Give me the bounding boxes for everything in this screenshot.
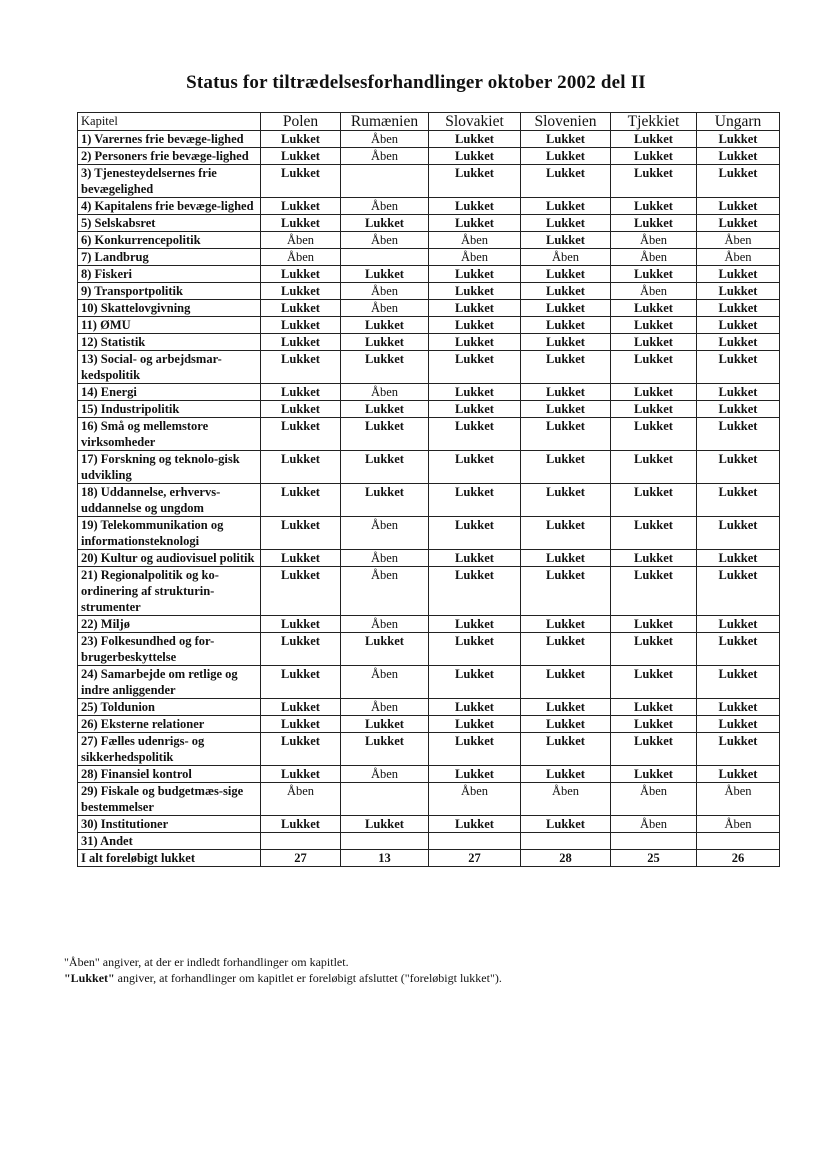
status-cell: Lukket (341, 401, 429, 418)
table-row (78, 567, 780, 616)
status-cell: Lukket (521, 148, 611, 165)
status-cell: Lukket (521, 816, 611, 833)
footnote-aaben (64, 954, 784, 970)
status-cell: Lukket (429, 401, 521, 418)
total-cell: 26 (697, 850, 780, 867)
status-cell: Lukket (261, 418, 341, 451)
table-row (78, 783, 780, 816)
status-cell: Lukket (521, 766, 611, 783)
table-row (78, 550, 780, 567)
status-cell: Åben (611, 783, 697, 816)
status-cell: Lukket (697, 317, 780, 334)
status-cell: Åben (341, 198, 429, 215)
status-cell: Lukket (429, 165, 521, 198)
kapitel-cell: 15) Industripolitik (78, 401, 261, 418)
status-cell (611, 833, 697, 850)
status-cell: Lukket (697, 384, 780, 401)
status-cell: Lukket (341, 334, 429, 351)
kapitel-cell: 19) Telekommunikation og informationsteknologi (78, 517, 261, 550)
status-cell: Lukket (261, 484, 341, 517)
status-cell: Lukket (611, 716, 697, 733)
kapitel-cell: 6) Konkurrencepolitik (78, 232, 261, 249)
status-cell: Lukket (261, 451, 341, 484)
column-header-slovenien: Slovenien (521, 113, 611, 131)
kapitel-cell: 3) Tjenesteydelsernes frie bevægelighed (78, 165, 261, 198)
status-cell: Lukket (611, 633, 697, 666)
kapitel-cell: 13) Social- og arbejdsmar-kedspolitik (78, 351, 261, 384)
status-cell: Lukket (697, 165, 780, 198)
status-cell: Lukket (261, 215, 341, 232)
status-cell: Lukket (697, 451, 780, 484)
status-cell: Lukket (697, 766, 780, 783)
status-cell: Lukket (611, 451, 697, 484)
kapitel-cell: 17) Forskning og teknolo-gisk udvikling (78, 451, 261, 484)
total-row (78, 850, 780, 867)
kapitel-cell: 27) Fælles udenrigs- og sikkerhedspolitik (78, 733, 261, 766)
kapitel-cell: 7) Landbrug (78, 249, 261, 266)
status-cell: Lukket (521, 401, 611, 418)
kapitel-cell: 22) Miljø (78, 616, 261, 633)
status-cell: Lukket (521, 317, 611, 334)
status-cell: Lukket (521, 418, 611, 451)
status-cell: Lukket (261, 733, 341, 766)
status-cell: Lukket (429, 334, 521, 351)
footnote-term: "Lukket" (64, 971, 115, 985)
status-cell: Lukket (341, 215, 429, 232)
status-cell: Åben (611, 816, 697, 833)
status-cell: Lukket (261, 766, 341, 783)
status-cell: Lukket (261, 517, 341, 550)
status-cell: Lukket (697, 567, 780, 616)
status-cell: Lukket (521, 283, 611, 300)
status-cell: Lukket (611, 384, 697, 401)
status-cell: Lukket (429, 550, 521, 567)
status-cell: Lukket (697, 633, 780, 666)
kapitel-cell: 18) Uddannelse, erhvervs-uddannelse og ungdom (78, 484, 261, 517)
kapitel-cell: 10) Skattelovgivning (78, 300, 261, 317)
kapitel-cell: 2) Personers frie bevæge-lighed (78, 148, 261, 165)
status-cell: Lukket (697, 334, 780, 351)
status-cell: Lukket (611, 733, 697, 766)
status-cell: Åben (261, 783, 341, 816)
status-cell (341, 249, 429, 266)
table-row (78, 633, 780, 666)
status-cell: Lukket (429, 666, 521, 699)
status-cell: Lukket (521, 616, 611, 633)
table-row (78, 131, 780, 148)
kapitel-cell: 9) Transportpolitik (78, 283, 261, 300)
table-row (78, 833, 780, 850)
status-cell: Lukket (521, 232, 611, 249)
status-cell: Lukket (429, 567, 521, 616)
status-cell (261, 833, 341, 850)
kapitel-cell: 26) Eksterne relationer (78, 716, 261, 733)
status-cell: Lukket (341, 484, 429, 517)
status-cell: Lukket (429, 351, 521, 384)
total-cell: 28 (521, 850, 611, 867)
status-cell: Åben (611, 232, 697, 249)
status-cell: Lukket (261, 334, 341, 351)
status-cell: Åben (341, 232, 429, 249)
status-cell: Lukket (611, 215, 697, 232)
status-cell: Lukket (697, 266, 780, 283)
table-row (78, 266, 780, 283)
status-cell: Lukket (521, 699, 611, 716)
table-row (78, 666, 780, 699)
table-row (78, 451, 780, 484)
status-cell: Lukket (429, 198, 521, 215)
status-cell: Åben (341, 148, 429, 165)
table-row (78, 232, 780, 249)
status-cell: Lukket (261, 699, 341, 716)
column-header-kapitel: Kapitel (78, 113, 261, 131)
status-cell: Åben (521, 249, 611, 266)
kapitel-cell: 29) Fiskale og budgetmæs-sige bestemmelser (78, 783, 261, 816)
status-cell: Lukket (521, 633, 611, 666)
status-cell: Lukket (697, 131, 780, 148)
status-cell: Lukket (429, 633, 521, 666)
status-cell: Åben (341, 550, 429, 567)
kapitel-cell: 28) Finansiel kontrol (78, 766, 261, 783)
status-cell: Lukket (341, 266, 429, 283)
table-row (78, 484, 780, 517)
status-cell: Lukket (341, 816, 429, 833)
status-cell: Lukket (611, 401, 697, 418)
table-row (78, 334, 780, 351)
status-cell: Åben (341, 616, 429, 633)
status-cell: Lukket (521, 666, 611, 699)
status-cell (341, 783, 429, 816)
kapitel-cell: 5) Selskabsret (78, 215, 261, 232)
status-cell: Lukket (697, 351, 780, 384)
status-cell: Åben (341, 300, 429, 317)
status-cell: Lukket (611, 148, 697, 165)
status-cell: Lukket (697, 148, 780, 165)
status-cell: Lukket (261, 351, 341, 384)
status-cell: Lukket (261, 283, 341, 300)
status-cell: Lukket (261, 131, 341, 148)
table-header-row (78, 113, 780, 131)
status-cell: Lukket (429, 451, 521, 484)
status-cell: Lukket (429, 517, 521, 550)
column-header-polen: Polen (261, 113, 341, 131)
status-cell: Lukket (521, 198, 611, 215)
status-cell: Lukket (341, 633, 429, 666)
status-cell: Lukket (261, 550, 341, 567)
total-label: I alt foreløbigt lukket (78, 850, 261, 867)
status-cell: Lukket (611, 616, 697, 633)
total-cell: 25 (611, 850, 697, 867)
status-cell: Åben (697, 232, 780, 249)
footnote-text: angiver, at der er indledt forhandlinger om kapitlet. (99, 955, 349, 969)
status-cell (341, 165, 429, 198)
status-cell (429, 833, 521, 850)
kapitel-cell: 14) Energi (78, 384, 261, 401)
status-cell: Lukket (341, 317, 429, 334)
table-row (78, 249, 780, 266)
table-row (78, 198, 780, 215)
status-cell: Lukket (611, 317, 697, 334)
status-cell: Åben (429, 783, 521, 816)
kapitel-cell: 25) Toldunion (78, 699, 261, 716)
table-row (78, 733, 780, 766)
status-cell: Lukket (261, 165, 341, 198)
status-cell: Lukket (697, 283, 780, 300)
status-cell: Lukket (341, 716, 429, 733)
status-cell: Lukket (261, 567, 341, 616)
table-row (78, 699, 780, 716)
status-cell: Lukket (521, 733, 611, 766)
status-cell: Åben (697, 249, 780, 266)
status-cell: Lukket (697, 517, 780, 550)
status-cell: Åben (429, 232, 521, 249)
status-cell: Lukket (429, 148, 521, 165)
status-cell: Lukket (611, 484, 697, 517)
status-cell: Åben (341, 384, 429, 401)
status-cell: Åben (341, 567, 429, 616)
table-row (78, 148, 780, 165)
table-row (78, 616, 780, 633)
status-cell: Lukket (261, 401, 341, 418)
status-cell: Lukket (429, 283, 521, 300)
status-cell: Lukket (521, 517, 611, 550)
status-cell: Lukket (611, 351, 697, 384)
kapitel-cell: 12) Statistik (78, 334, 261, 351)
status-cell: Lukket (521, 384, 611, 401)
status-cell: Lukket (521, 451, 611, 484)
kapitel-cell: 8) Fiskeri (78, 266, 261, 283)
kapitel-cell: 30) Institutioner (78, 816, 261, 833)
column-header-tjekkiet: Tjekkiet (611, 113, 697, 131)
status-cell: Lukket (429, 699, 521, 716)
status-cell: Lukket (611, 165, 697, 198)
status-cell: Åben (521, 783, 611, 816)
status-cell: Lukket (429, 131, 521, 148)
status-cell: Lukket (697, 550, 780, 567)
status-cell: Lukket (429, 384, 521, 401)
status-cell: Lukket (611, 131, 697, 148)
status-cell: Lukket (611, 334, 697, 351)
status-cell (521, 833, 611, 850)
status-cell: Åben (341, 766, 429, 783)
status-cell: Lukket (429, 733, 521, 766)
total-cell: 27 (261, 850, 341, 867)
status-cell: Åben (261, 249, 341, 266)
status-cell: Lukket (521, 351, 611, 384)
table-row (78, 816, 780, 833)
status-cell: Lukket (697, 300, 780, 317)
kapitel-cell: 23) Folkesundhed og for-brugerbeskyttelse (78, 633, 261, 666)
status-cell (341, 833, 429, 850)
status-cell: Lukket (261, 616, 341, 633)
status-cell: Lukket (521, 300, 611, 317)
status-cell: Lukket (429, 300, 521, 317)
kapitel-cell: 24) Samarbejde om retlige og indre anliggender (78, 666, 261, 699)
status-cell: Åben (341, 699, 429, 716)
status-cell: Åben (341, 131, 429, 148)
table-row (78, 300, 780, 317)
status-cell: Åben (341, 666, 429, 699)
status-cell: Lukket (611, 266, 697, 283)
table-row (78, 283, 780, 300)
table-row (78, 401, 780, 418)
total-cell: 27 (429, 850, 521, 867)
status-cell: Lukket (697, 716, 780, 733)
status-cell: Lukket (261, 266, 341, 283)
kapitel-cell: 16) Små og mellemstore virksomheder (78, 418, 261, 451)
table-row (78, 351, 780, 384)
status-cell: Lukket (697, 666, 780, 699)
table-row (78, 317, 780, 334)
status-cell: Lukket (611, 198, 697, 215)
status-cell: Lukket (521, 550, 611, 567)
status-cell: Lukket (697, 401, 780, 418)
status-cell: Lukket (611, 699, 697, 716)
status-cell: Lukket (697, 215, 780, 232)
status-cell (697, 833, 780, 850)
status-cell: Lukket (697, 198, 780, 215)
kapitel-cell: 1) Varernes frie bevæge-lighed (78, 131, 261, 148)
status-cell: Lukket (341, 351, 429, 384)
table-row (78, 165, 780, 198)
total-cell: 13 (341, 850, 429, 867)
status-cell: Lukket (261, 816, 341, 833)
status-cell: Lukket (611, 766, 697, 783)
status-cell: Lukket (521, 716, 611, 733)
status-table (77, 112, 780, 867)
column-header-slovakiet: Slovakiet (429, 113, 521, 131)
table-row (78, 517, 780, 550)
kapitel-cell: 20) Kultur og audiovisuel politik (78, 550, 261, 567)
status-cell: Lukket (429, 317, 521, 334)
status-cell: Lukket (429, 418, 521, 451)
status-cell: Lukket (341, 733, 429, 766)
status-cell: Åben (697, 783, 780, 816)
status-cell: Lukket (697, 699, 780, 716)
status-cell: Lukket (521, 165, 611, 198)
status-cell: Lukket (611, 300, 697, 317)
footnote-text: angiver, at forhandlinger om kapitlet er foreløbigt afsluttet ("foreløbigt lukket"). (114, 971, 502, 985)
status-cell: Lukket (429, 484, 521, 517)
status-cell: Åben (611, 283, 697, 300)
status-cell: Lukket (261, 198, 341, 215)
footnotes (64, 954, 784, 986)
status-cell: Åben (341, 283, 429, 300)
status-cell: Lukket (521, 266, 611, 283)
column-header-ungarn: Ungarn (697, 113, 780, 131)
status-cell: Lukket (697, 418, 780, 451)
kapitel-cell: 31) Andet (78, 833, 261, 850)
column-header-rumaenien: Rumænien (341, 113, 429, 131)
status-cell: Lukket (429, 716, 521, 733)
status-cell: Lukket (697, 484, 780, 517)
status-cell: Lukket (697, 733, 780, 766)
status-cell: Lukket (611, 418, 697, 451)
status-cell: Lukket (611, 567, 697, 616)
table-body (78, 131, 780, 850)
status-cell: Lukket (429, 616, 521, 633)
status-cell: Lukket (697, 616, 780, 633)
table-row (78, 766, 780, 783)
table-row (78, 418, 780, 451)
status-cell: Lukket (261, 148, 341, 165)
kapitel-cell: 21) Regionalpolitik og ko-ordinering af strukturin-strumenter (78, 567, 261, 616)
table-row (78, 215, 780, 232)
status-cell: Lukket (521, 334, 611, 351)
status-cell: Lukket (521, 215, 611, 232)
kapitel-cell: 11) ØMU (78, 317, 261, 334)
status-cell: Lukket (611, 517, 697, 550)
table-row (78, 716, 780, 733)
status-cell: Lukket (521, 567, 611, 616)
status-cell: Lukket (261, 633, 341, 666)
status-cell: Åben (611, 249, 697, 266)
status-cell: Lukket (261, 300, 341, 317)
status-cell: Lukket (429, 816, 521, 833)
status-cell: Lukket (521, 131, 611, 148)
status-cell: Lukket (429, 266, 521, 283)
status-cell: Lukket (521, 484, 611, 517)
status-cell: Lukket (341, 451, 429, 484)
status-cell: Lukket (261, 384, 341, 401)
status-cell: Lukket (429, 215, 521, 232)
kapitel-cell: 4) Kapitalens frie bevæge-lighed (78, 198, 261, 215)
status-cell: Lukket (261, 716, 341, 733)
status-cell: Lukket (261, 666, 341, 699)
status-cell: Lukket (429, 766, 521, 783)
status-cell: Åben (261, 232, 341, 249)
table-row (78, 384, 780, 401)
status-cell: Åben (429, 249, 521, 266)
status-cell: Lukket (341, 418, 429, 451)
status-cell: Lukket (611, 550, 697, 567)
footnote-lukket (64, 970, 784, 986)
status-cell: Åben (341, 517, 429, 550)
page-title: Status for tiltrædelsesforhandlinger oktober 2002 del II (186, 72, 646, 93)
footnote-term: "Åben" (64, 955, 100, 969)
status-cell: Åben (697, 816, 780, 833)
status-cell: Lukket (611, 666, 697, 699)
status-cell: Lukket (261, 317, 341, 334)
